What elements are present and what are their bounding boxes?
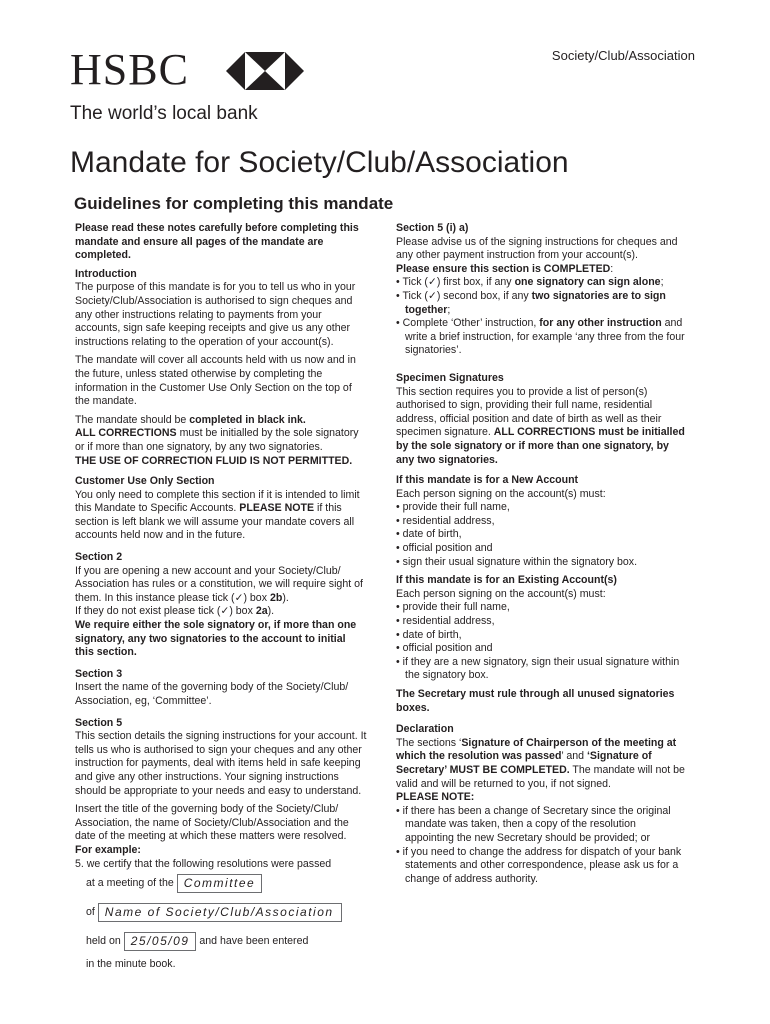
section-5-paragraph-1: This section details the signing instructions for your account. It tells us who is authorised to sign your cheques and any other instruction for payments, deal with items held in safe keeping and give any other instructions. Your signing instructions should be appropriate to your needs and easy to understand. bbox=[75, 730, 367, 797]
existing-account-heading: If this mandate is for an Existing Account(s) bbox=[396, 574, 617, 587]
new-account-heading: If this mandate is for a New Account bbox=[396, 474, 579, 487]
introduction-paragraph-4: ALL CORRECTIONS must be initialled by the sole signatory or if more than one signatory, by any two signatories. bbox=[75, 427, 359, 453]
customer-use-paragraph: You only need to complete this section if it is intended to limit this Mandate to Specific Accounts. PLEASE NOTE if this section is left blank we will assume your mandate covers all accounts held now and in the future. bbox=[75, 488, 360, 542]
page-title: Mandate for Society/Club/Association bbox=[70, 146, 569, 179]
example-intro: 5. we certify that the following resolutions were passed bbox=[75, 857, 332, 870]
example-minute-book: in the minute book. bbox=[86, 958, 176, 971]
list-item: • Complete ‘Other’ instruction, for any other instruction and write a brief instruction, for example ‘any three from the four signatories’. bbox=[396, 317, 685, 357]
section-2-paragraph-3: We require either the sole signatory or, if more than one signatory, any two signatories to the account to initial this section. bbox=[75, 619, 357, 659]
customer-use-heading: Customer Use Only Section bbox=[75, 475, 215, 488]
example-date-line: held on 25/05/09 and have been entered bbox=[75, 929, 367, 953]
section-3-paragraph: Insert the name of the governing body of the Society/Club/ Association, eg, ‘Committee’. bbox=[75, 681, 349, 707]
specimen-heading: Specimen Signatures bbox=[396, 371, 504, 384]
introduction-heading: Introduction bbox=[75, 267, 137, 280]
document-type-label: Society/Club/Association bbox=[551, 48, 695, 63]
section-5-paragraph-2: Insert the title of the governing body of the Society/Club/ Association, the name of Society/Club/Association and the date of the meeting at which these matters were resolved. bbox=[75, 803, 349, 843]
specimen-paragraph: This section requires you to provide a list of person(s) authorised to sign, providing their full name, residential address, official position and date of birth as well as their specimen signature. ALL CORRECTIONS must be initialled by the sole signatory or if more than one signatory, by any two signatories. bbox=[396, 385, 685, 466]
left-column bbox=[75, 222, 367, 977]
correction-fluid-warning: THE USE OF CORRECTION FLUID IS NOT PERMITTED. bbox=[75, 454, 353, 467]
list-item: • date of birth, bbox=[396, 528, 462, 541]
existing-account-list bbox=[396, 601, 686, 683]
intro-instruction: Please read these notes carefully before completing this mandate and ensure all pages of the mandate are completed. bbox=[75, 222, 359, 262]
section-5-heading: Section 5 bbox=[75, 716, 123, 729]
list-item: • provide their full name, bbox=[396, 601, 510, 614]
list-item: • provide their full name, bbox=[396, 501, 510, 514]
example-meeting-line: at a meeting of the Committee bbox=[75, 871, 367, 895]
new-account-list bbox=[396, 501, 686, 569]
list-item: • Tick (✓) first box, if any one signatory can sign alone; bbox=[396, 276, 664, 289]
declaration-heading: Declaration bbox=[396, 723, 454, 736]
page-subtitle: Guidelines for completing this mandate bbox=[74, 194, 394, 213]
example-society-line: of Name of Society/Club/Association bbox=[75, 900, 367, 924]
example-heading: For example: bbox=[75, 843, 141, 856]
list-item: • residential address, bbox=[396, 615, 495, 628]
list-item: • residential address, bbox=[396, 514, 495, 527]
section-5ia-heading: Section 5 (i) a) bbox=[396, 222, 469, 234]
existing-account-intro: Each person signing on the account(s) must: bbox=[396, 587, 606, 600]
example-society-field: Name of Society/Club/Association bbox=[98, 903, 342, 922]
list-item: • official position and bbox=[396, 642, 493, 655]
introduction-paragraph-1: The purpose of this mandate is for you to tell us who in your Society/Club/Association is authorised to sign cheques and any other instructions relating to payments from your accounts, sign safe keeping receipts and give us any other instructions relating to the operation of your account(s). bbox=[75, 281, 356, 348]
list-item: • if they are a new signatory, sign their usual signature within the signatory box. bbox=[396, 655, 680, 682]
example-date-field: 25/05/09 bbox=[124, 932, 197, 951]
hsbc-hexagon-logo-icon bbox=[226, 52, 304, 90]
list-item: • Tick (✓) second box, if any two signatories are to sign together; bbox=[396, 289, 666, 316]
section-5ia-paragraph: Please advise us of the signing instructions for cheques and any other payment instruction from your account(s). bbox=[396, 235, 678, 262]
please-note-list bbox=[396, 805, 686, 887]
introduction-paragraph-3: The mandate should be completed in black ink. bbox=[75, 413, 306, 426]
declaration-paragraph: The sections ‘Signature of Chairperson of the meeting at which the resolution was passed’ and ‘Signature of Secretary’ MUST BE COMPLETED. The mandate will not be valid and will be returned to you, if not signed. bbox=[396, 736, 685, 790]
brand-wordmark: HSBC bbox=[70, 45, 189, 94]
list-item: • date of birth, bbox=[396, 628, 462, 641]
list-item: • if there has been a change of Secretary since the original mandate was taken, then a copy of the resolution appointing the new Secretary should be provided; or bbox=[396, 804, 671, 844]
section-5ia-completed: Please ensure this section is COMPLETED: bbox=[396, 262, 614, 275]
please-note-heading: PLEASE NOTE: bbox=[396, 791, 475, 804]
brand-tagline: The world’s local bank bbox=[70, 103, 258, 124]
section-2-paragraph-1: If you are opening a new account and your Society/Club/ Association has rules or a constitution, we will require sight of them. In this instance please tick (✓) box 2b). bbox=[75, 564, 363, 604]
list-item: • if you need to change the address for dispatch of your bank statements and other correspondence, please ask us for a change of address authority. bbox=[396, 845, 682, 885]
example-meeting-field: Committee bbox=[177, 874, 263, 893]
section-2-paragraph-2: If they do not exist please tick (✓) box 2a). bbox=[75, 605, 275, 618]
right-column bbox=[396, 222, 686, 891]
section-5ia-list bbox=[396, 276, 686, 358]
secretary-rule: The Secretary must rule through all unused signatories boxes. bbox=[396, 688, 675, 714]
introduction-paragraph-2: The mandate will cover all accounts held with us now and in the future, unless stated otherwise by completing the information in the Customer Use Only Section on the top of the mandate. bbox=[75, 354, 356, 408]
section-3-heading: Section 3 bbox=[75, 667, 123, 680]
list-item: • official position and bbox=[396, 542, 493, 555]
section-2-heading: Section 2 bbox=[75, 551, 123, 564]
list-item: • sign their usual signature within the signatory box. bbox=[396, 555, 638, 568]
new-account-intro: Each person signing on the account(s) must: bbox=[396, 487, 606, 500]
